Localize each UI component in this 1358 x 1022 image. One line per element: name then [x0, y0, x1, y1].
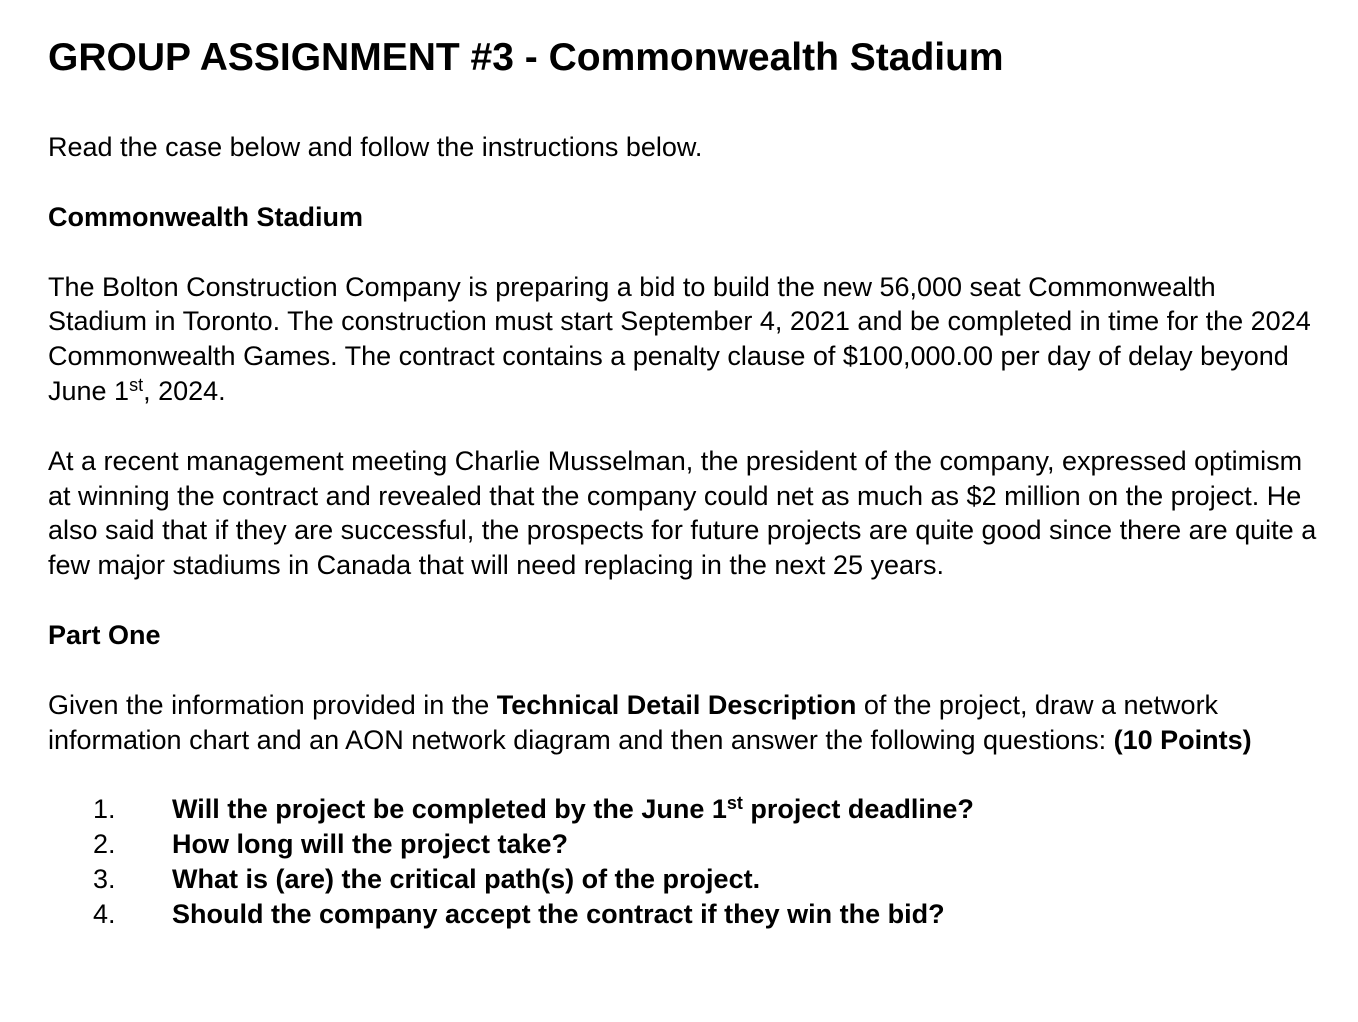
question-number: 3.: [93, 863, 116, 894]
part-one-instructions: [48, 688, 1318, 758]
questions-list: [48, 792, 1318, 931]
paragraph-1-text: The Bolton Construction Company is preparing a bid to build the new 56,000 seat Commonwealth Stadium in Toronto. The construction must start September 4, 2021 and be completed in time for the 2024 Commonwealth Games. The contract contains a penalty clause of $100,000.00 per day of delay beyond June 1: [48, 271, 1311, 406]
document-title: GROUP ASSIGNMENT #3 - Commonwealth Stadium: [48, 36, 1004, 79]
question-item: [48, 792, 1318, 827]
question-item: [48, 827, 1318, 862]
case-paragraph-2: At a recent management meeting Charlie Musselman, the president of the company, expressed optimism at winning the contract and revealed that the company could net as much as $2 million on the project. He also said that if they are successful, the prospects for future projects are quite good since there are quite a few major stadiums in Canada that will need replacing in the next 25 years.: [48, 445, 1317, 581]
question-1-end: project deadline?: [742, 794, 974, 825]
technical-detail-emphasis: Technical Detail Description: [496, 689, 857, 720]
part-one-heading: Part One: [48, 619, 161, 650]
points-label: (10 Points): [1113, 724, 1252, 755]
intro-text: Read the case below and follow the instructions below.: [48, 132, 703, 162]
question-item: [48, 862, 1318, 897]
question-text: [172, 794, 974, 824]
instructions-text-start: Given the information provided in the: [48, 689, 497, 720]
document-page: [48, 34, 1318, 932]
question-number: 1.: [93, 794, 116, 825]
superscript-st: st: [129, 374, 144, 395]
question-text: What is (are) the critical path(s) of the project.: [172, 863, 761, 894]
instructions-text-end: of the project, draw a network information chart and an AON network diagram and then answer the following questions:: [48, 689, 1219, 755]
question-number: 2.: [93, 829, 116, 860]
question-text: Should the company accept the contract if they win the bid?: [172, 898, 945, 929]
question-item: [48, 897, 1318, 932]
question-1-text: Will the project be completed by the June 1: [172, 794, 727, 825]
paragraph-1-end: , 2024.: [143, 375, 226, 406]
case-paragraph-1: [48, 270, 1318, 409]
case-heading: Commonwealth Stadium: [48, 201, 364, 232]
superscript-st: st: [726, 793, 743, 814]
question-text: How long will the project take?: [172, 829, 569, 860]
question-number: 4.: [93, 898, 116, 929]
